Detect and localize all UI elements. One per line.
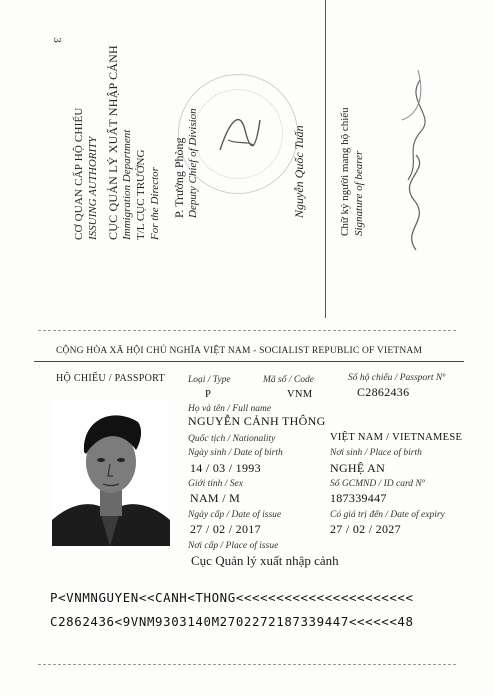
deputy-vn: P. Trưởng Phòng (172, 137, 186, 218)
mrz-line-2: C2862436<9VNM9303140M2702272187339447<<<<<<48 (50, 614, 414, 629)
issuing-authority-block (72, 107, 100, 240)
place-of-issue-value: Cục Quản lý xuất nhập cảnh (191, 553, 339, 568)
passport-number-label: Số hộ chiếu / Passport Nº (348, 373, 446, 383)
fold-dash-top (38, 330, 456, 331)
immigration-dept-block (106, 45, 162, 240)
id-card-label: Số GCMND / ID card Nº (330, 479, 425, 489)
passport-title: HỘ CHIẾU / PASSPORT (56, 373, 165, 384)
page-number: 3 (50, 37, 63, 43)
issue-date-value: 27 / 02 / 2017 (190, 522, 261, 536)
issuing-authority-vn: CƠ QUAN CẤP HỘ CHIẾU (73, 107, 85, 240)
signer-block (292, 125, 306, 218)
nationality-label: Quốc tịch / Nationality (188, 434, 276, 444)
issuing-authority-en: ISSUING AUTHORITY (87, 136, 99, 240)
authority-signature (210, 100, 270, 170)
id-card-value: 187339447 (330, 491, 387, 505)
director-en: For the Director (149, 167, 161, 240)
bearer-photo (52, 400, 170, 546)
deputy-en: Deputy Chief of Division (187, 108, 199, 218)
type-value: P (205, 389, 212, 400)
bearer-signature-block (338, 107, 366, 236)
fold-dash-bottom (38, 664, 456, 665)
immigration-dept-vn: CỤC QUẢN LÝ XUẤT NHẬP CẢNH (106, 45, 120, 240)
full-name-label: Họ và tên / Full name (188, 404, 272, 414)
expiry-date-label: Có giá trị đến / Date of expiry (330, 510, 445, 520)
code-value: VNM (287, 389, 313, 400)
dob-label: Ngày sinh / Date of birth (188, 448, 283, 458)
republic-header: CỘNG HÒA XÃ HỘI CHỦ NGHĨA VIỆT NAM - SOCIALIST REPUBLIC OF VIETNAM (56, 346, 423, 356)
place-of-issue-label: Nơi cấp / Place of issue (188, 541, 279, 551)
mrz-line-1: P<VNMNGUYEN<<CANH<THONG<<<<<<<<<<<<<<<<<<<<<< (50, 590, 414, 605)
code-label: Mã số / Code (263, 375, 314, 385)
expiry-date-value: 27 / 02 / 2027 (330, 522, 401, 536)
full-name-value: NGUYỄN CẢNH THÔNG (188, 414, 326, 428)
bearer-signature-en: Signature of bearer (353, 150, 365, 236)
immigration-dept-en: Immigration Department (121, 129, 133, 240)
dob-value: 14 / 03 / 1993 (190, 461, 261, 475)
pob-label: Nơi sinh / Place of birth (330, 448, 422, 458)
director-vn: T/L CỤC TRƯỞNG (135, 149, 147, 240)
sex-label: Giới tính / Sex (188, 479, 243, 489)
passport-number-value: C2862436 (357, 385, 410, 399)
type-label: Loại / Type (188, 375, 231, 385)
pob-value: NGHỆ AN (330, 461, 386, 475)
nationality-value: VIỆT NAM / VIETNAMESE (330, 432, 463, 443)
signer-name: Nguyễn Quốc Tuấn (292, 125, 306, 218)
issue-date-label: Ngày cấp / Date of issue (188, 510, 282, 520)
header-rule (34, 361, 464, 362)
fold-divider (325, 0, 326, 318)
sex-value: NAM / M (190, 491, 241, 505)
bearer-signature-vn: Chữ ký người mang hộ chiếu (339, 107, 351, 236)
bearer-signature (386, 60, 446, 260)
